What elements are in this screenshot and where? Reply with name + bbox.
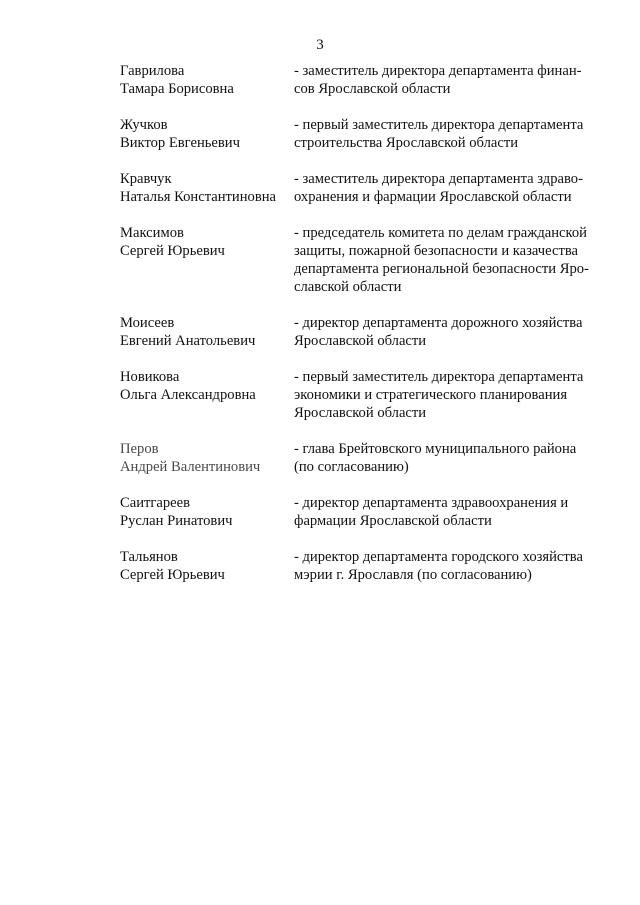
role-line: Ярославской области (294, 405, 427, 421)
role-line: департамента региональной безопасности Яро- (294, 261, 589, 277)
member-name (120, 224, 294, 296)
list-item (120, 548, 606, 584)
role-line: защиты, пожарной безопасности и казачества (294, 243, 579, 259)
list-item (120, 314, 606, 350)
member-surname: Кравчук (120, 171, 172, 187)
member-given-name: Сергей Юрьевич (120, 567, 225, 583)
role-line: (по согласованию) (294, 459, 409, 475)
member-name (120, 314, 294, 350)
member-name (120, 170, 294, 206)
role-line: - заместитель директора департамента здраво- (294, 171, 583, 187)
role-line: - глава Брейтовского муниципального района (294, 441, 577, 457)
role-line: - директор департамента дорожного хозяйства (294, 315, 583, 331)
role-line: Ярославской области (294, 333, 427, 349)
page-number: 3 (316, 37, 324, 53)
list-item (120, 62, 606, 98)
member-list (120, 62, 606, 602)
member-surname: Максимов (120, 225, 184, 241)
list-item (120, 116, 606, 152)
member-surname: Перов (120, 441, 159, 457)
member-given-name: Тамара Борисовна (120, 81, 234, 97)
list-item (120, 224, 606, 296)
member-name (120, 62, 294, 98)
member-surname: Новикова (120, 369, 180, 385)
member-role (294, 440, 606, 476)
member-role (294, 170, 606, 206)
member-name (120, 116, 294, 152)
list-item (120, 368, 606, 422)
member-role (294, 62, 606, 98)
role-line: строительства Ярославской области (294, 135, 519, 151)
role-line: - первый заместитель директора департамента (294, 369, 584, 385)
member-role (294, 116, 606, 152)
member-given-name: Руслан Ринатович (120, 513, 233, 529)
member-surname: Тальянов (120, 549, 178, 565)
member-name (120, 368, 294, 422)
member-role (294, 494, 606, 530)
member-given-name: Ольга Александровна (120, 387, 256, 403)
member-given-name: Сергей Юрьевич (120, 243, 225, 259)
member-name (120, 494, 294, 530)
member-role (294, 548, 606, 584)
member-surname: Гаврилова (120, 63, 185, 79)
role-line: экономики и стратегического планирования (294, 387, 568, 403)
member-given-name: Наталья Константиновна (120, 189, 277, 205)
role-line: охранения и фармации Ярославской области (294, 189, 572, 205)
list-item (120, 170, 606, 206)
list-item (120, 494, 606, 530)
member-name (120, 548, 294, 584)
role-line: сов Ярославской области (294, 81, 451, 97)
role-line: - первый заместитель директора департамента (294, 117, 584, 133)
member-given-name: Виктор Евгеньевич (120, 135, 240, 151)
member-given-name: Евгений Анатольевич (120, 333, 256, 349)
list-item (120, 440, 606, 476)
member-surname: Моисеев (120, 315, 175, 331)
role-line: фармации Ярославской области (294, 513, 492, 529)
member-role (294, 368, 606, 422)
member-name (120, 440, 294, 476)
role-line: мэрии г. Ярославля (по согласованию) (294, 567, 532, 583)
role-line: - директор департамента городского хозяйства (294, 549, 583, 565)
role-line: - заместитель директора департамента финан- (294, 63, 582, 79)
member-given-name: Андрей Валентинович (120, 459, 261, 475)
member-role (294, 224, 606, 296)
role-line: - председатель комитета по делам гражданской (294, 225, 587, 241)
role-line: славской области (294, 279, 402, 295)
member-surname: Саитгареев (120, 495, 191, 511)
member-surname: Жучков (120, 117, 168, 133)
role-line: - директор департамента здравоохранения и (294, 495, 569, 511)
member-role (294, 314, 606, 350)
